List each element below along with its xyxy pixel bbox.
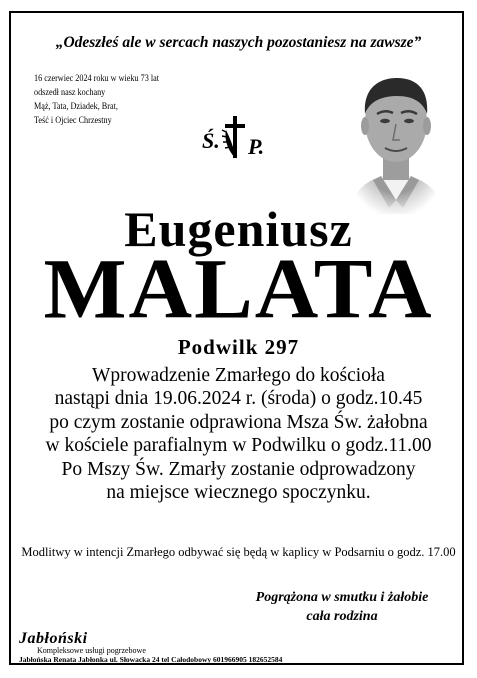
prayers-notice: Modlitwy w intencji Zmarłego odbywać się będą w kaplicy w Podsarniu o godz. 17.00 [21,545,456,559]
company-tagline: Kompleksowe usługi pogrzebowe [37,646,146,655]
deceased-last-name: MALATA [43,241,434,338]
notice-line: 16 czerwiec 2024 roku w wieku 73 lat [34,74,160,84]
mourners-line-2: cała rodzina [306,609,378,624]
sp-letter-p: P. [248,134,265,159]
ceremony-line: w kościele parafialnym w Podwilku o godz.11.00 [45,435,432,457]
ceremony-line: po czym zostanie odprawiona Msza Św. żałobna [49,411,428,433]
ceremony-line: nastąpi dnia 19.06.2024 r. (środa) o godz.10.45 [54,388,423,410]
notice-line: odszedł nasz kochany [34,88,106,98]
sp-mark [200,110,270,170]
notice-line: Mąż, Tata, Dziadek, Brat, [34,102,118,112]
mourners-signature [222,588,462,626]
deceased-address: Podwilk 297 [177,335,300,359]
company-contact: Jabłońska Renata Jabłonka ul. Słowacka 24 tel Całodobowy 601966905 182652584 [19,655,283,664]
deceased-photo [343,58,449,214]
ceremony-line: Wprowadzenie Zmarłego do kościoła [92,365,385,386]
ceremony-line: Po Mszy Św. Zmarły zostanie odprowadzony [61,458,416,480]
notice-line: Teść i Ojciec Chrzestny [34,116,112,126]
sp-letter-s: Ś. [202,128,220,153]
mourners-line-1: Pogrążona w smutku i żałobie [255,590,429,605]
deceased-first-name: Eugeniusz [124,201,353,257]
death-notice [34,72,159,128]
motto: „Odeszłeś ale w sercach naszych pozostaniesz na zawsze” [55,34,422,51]
ceremony-line: na miejsce wiecznego spoczynku. [106,482,371,504]
cross-with-palm-icon [220,110,250,162]
funeral-company-footer [19,632,282,664]
ceremony-details [0,364,477,504]
company-logo-name: Jabłoński [19,630,88,647]
